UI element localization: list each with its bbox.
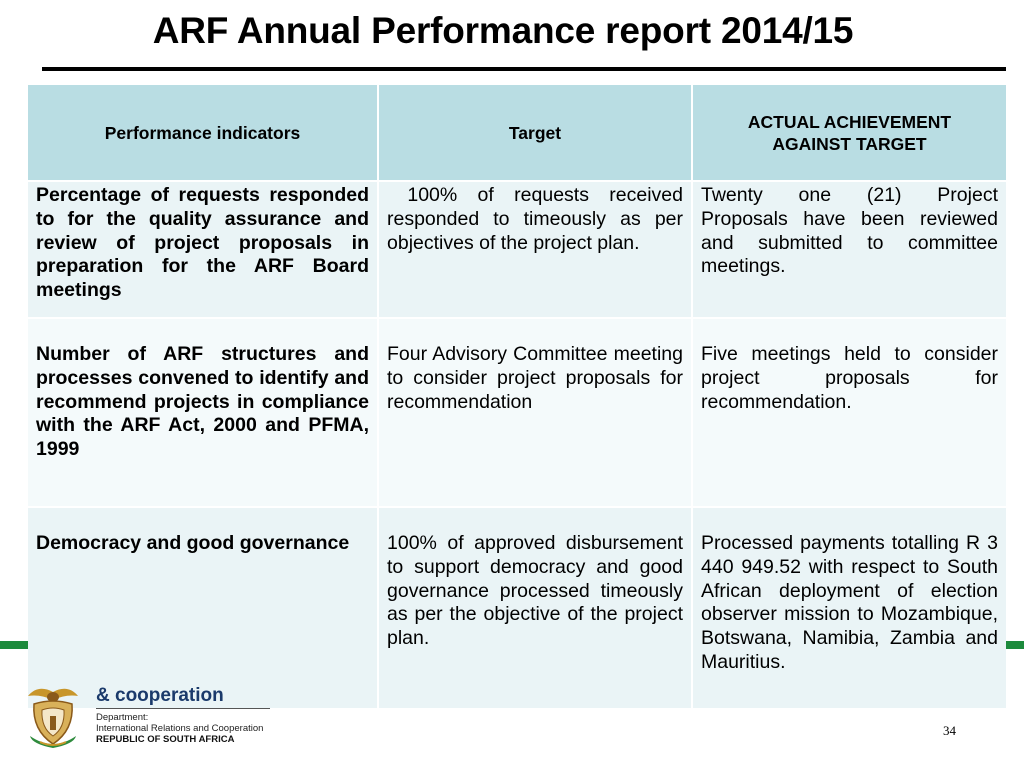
table-row <box>28 318 1006 507</box>
slide-title: ARF Annual Performance report 2014/15 <box>152 10 854 51</box>
achievement-cell: Twenty one (21) Project Proposals have been reviewed and submitted to committee meetings. <box>692 181 1006 318</box>
department-label: Department: <box>96 712 149 723</box>
department-tagline: & cooperation <box>96 685 224 706</box>
page-number: 34 <box>943 723 956 738</box>
indicator-cell: Percentage of requests responded to for the quality assurance and review of project proposals in preparation for the ARF Board meetings <box>28 181 378 318</box>
achievement-cell: Five meetings held to consider project proposals for recommendation. <box>692 318 1006 507</box>
green-accent-bar-left <box>0 641 30 649</box>
indicator-cell: Number of ARF structures and processes convened to identify and recommend projects in compliance with the ARF Act, 2000 and PFMA, 1999 <box>28 318 378 507</box>
performance-table <box>28 85 1006 710</box>
table-row <box>28 507 1006 709</box>
green-accent-bar-right <box>1006 641 1024 649</box>
table-header-row <box>28 85 1006 181</box>
department-name: International Relations and Cooperation <box>96 723 264 734</box>
title-underline <box>42 67 1006 71</box>
target-cell: 100% of requests received responded to timeously as per objectives of the project plan. <box>378 181 692 318</box>
department-divider <box>96 708 270 709</box>
target-cell: 100% of approved disbursement to support democracy and good governance processed timeously as per the objective of the project plan. <box>378 507 692 709</box>
indicator-cell: Democracy and good governance <box>28 507 378 709</box>
country-name: REPUBLIC OF SOUTH AFRICA <box>96 734 235 745</box>
target-cell: Four Advisory Committee meeting to consider project proposals for recommendation <box>378 318 692 507</box>
table-row <box>28 181 1006 318</box>
column-header-achievement: ACTUAL ACHIEVEMENT AGAINST TARGET <box>692 85 1006 181</box>
column-header-indicators: Performance indicators <box>28 85 378 181</box>
achievement-cell: Processed payments totalling R 3 440 949.52 with respect to South African deployment of election observer mission to Mozambique, Botswana, Namibia, Zambia and Mauritius. <box>692 507 1006 709</box>
coat-of-arms-icon <box>22 682 84 752</box>
column-header-target: Target <box>378 85 692 181</box>
